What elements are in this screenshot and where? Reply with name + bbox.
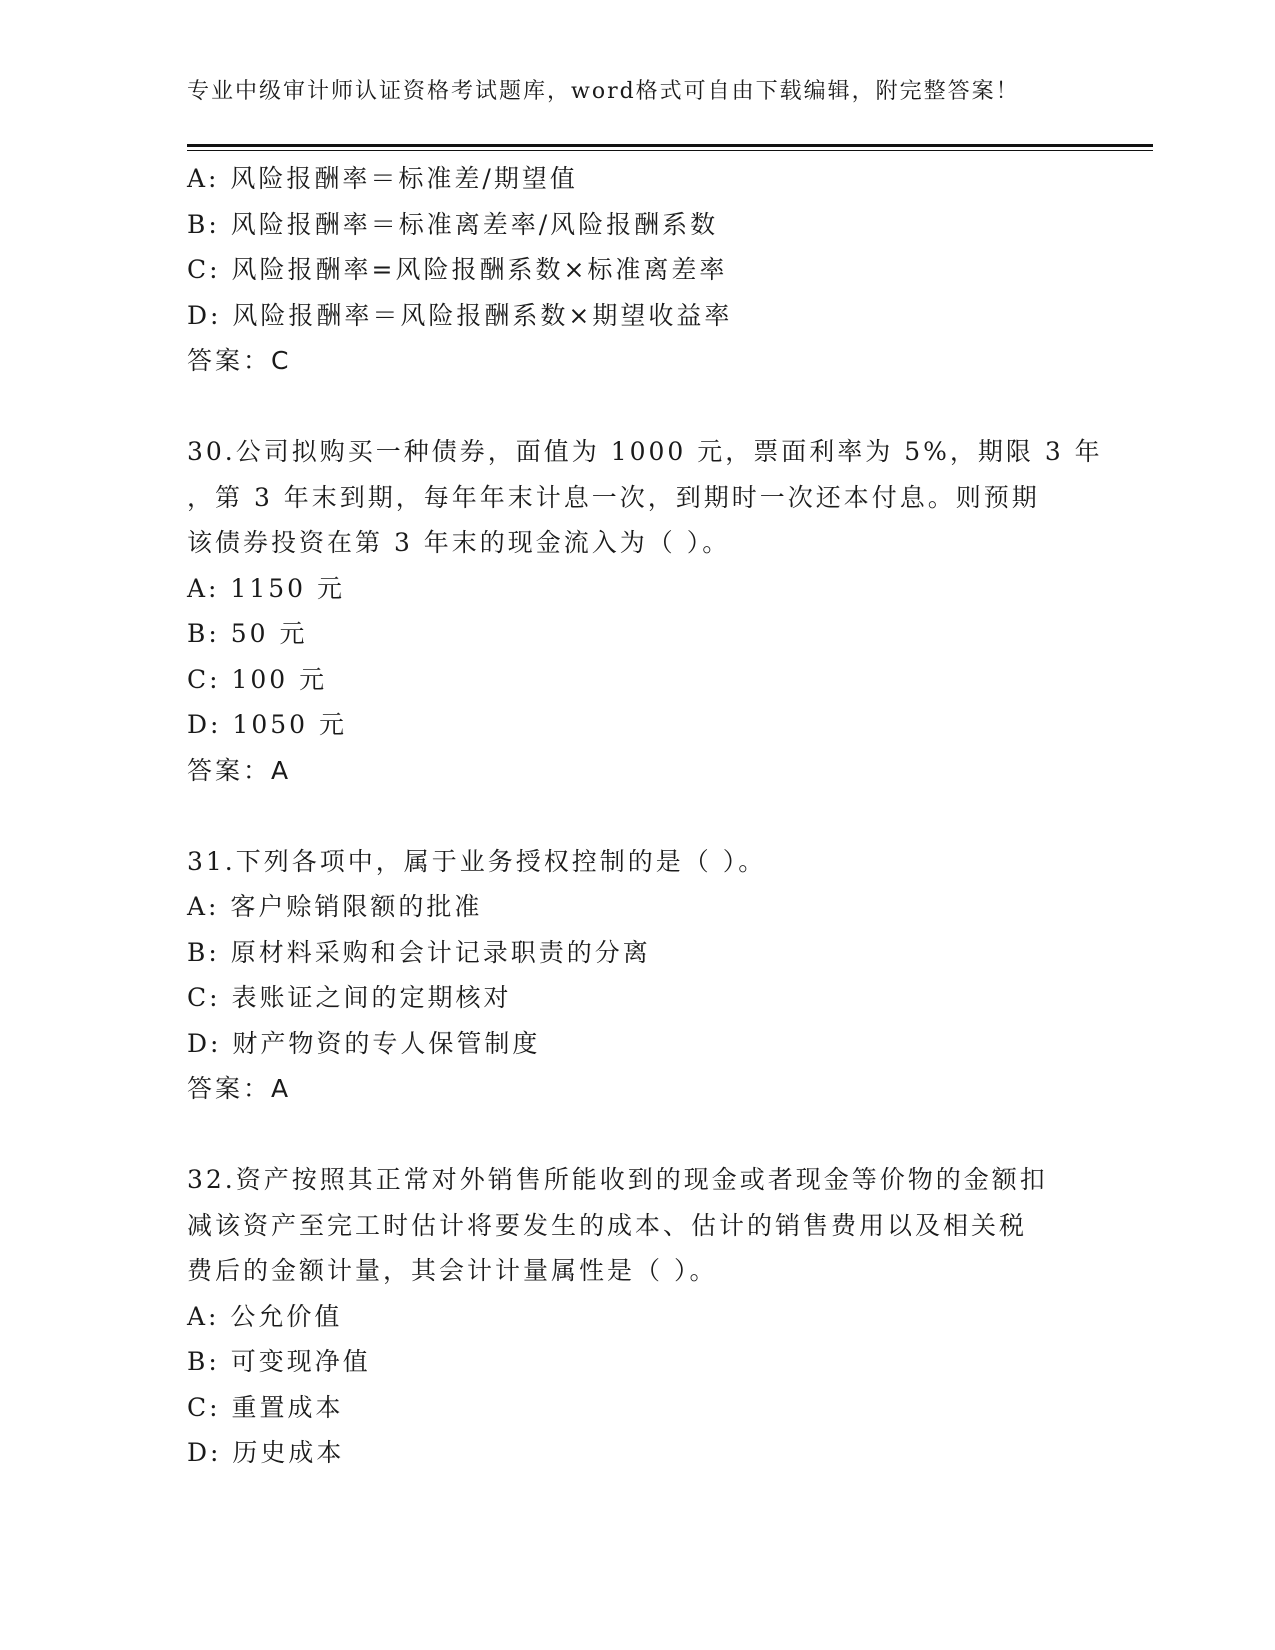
page-header: 专业中级审计师认证资格考试题库，word格式可自由下载编辑，附完整答案！ bbox=[187, 79, 1020, 104]
option-c: C: 100 元 bbox=[187, 664, 328, 694]
stem-line: 30.公司拟购买一种债券，面值为 1000 元，票面利率为 5%，期限 3 年 bbox=[187, 437, 1103, 466]
question-32 bbox=[187, 1157, 1087, 1476]
question-stem bbox=[187, 839, 1087, 885]
spacer bbox=[187, 384, 1087, 430]
option-a: A: 客户赊销限额的批准 bbox=[187, 892, 483, 921]
answer: 答案：C bbox=[187, 346, 292, 375]
question-31 bbox=[187, 839, 1087, 1112]
option-d: D: 1050 元 bbox=[187, 710, 347, 739]
question-stem bbox=[187, 1157, 1087, 1294]
option-b: B: 风险报酬率＝标准离差率/风险报酬系数 bbox=[187, 209, 719, 239]
option-d: D: 历史成本 bbox=[187, 1438, 345, 1467]
answer: 答案：A bbox=[187, 755, 292, 785]
answer: 答案：A bbox=[187, 1074, 292, 1103]
question-29 bbox=[187, 156, 1087, 384]
stem-line: 31.下列各项中，属于业务授权控制的是（ ）。 bbox=[187, 846, 767, 876]
header-divider bbox=[187, 144, 1153, 147]
question-30 bbox=[187, 429, 1103, 793]
option-c: C: 重置成本 bbox=[187, 1392, 344, 1422]
stem-line: ，第 3 年末到期，每年年末计息一次，到期时一次还本付息。则预期 bbox=[187, 482, 1040, 512]
stem-line: 减该资产至完工时估计将要发生的成本、估计的销售费用以及相关税 bbox=[187, 1210, 1028, 1240]
option-a: A: 1150 元 bbox=[187, 573, 345, 603]
stem-line: 该债券投资在第 3 年末的现金流入为（ ）。 bbox=[187, 528, 731, 557]
spacer bbox=[187, 1112, 1087, 1158]
option-b: B: 原材料采购和会计记录职责的分离 bbox=[187, 937, 651, 967]
question-stem bbox=[187, 429, 1103, 566]
option-a: A: 风险报酬率＝标准差/期望值 bbox=[187, 164, 578, 193]
option-b: B: 可变现净值 bbox=[187, 1347, 371, 1376]
stem-line: 32.资产按照其正常对外销售所能收到的现金或者现金等价物的金额扣 bbox=[187, 1165, 1048, 1194]
spacer bbox=[187, 793, 1087, 839]
option-d: D: 财产物资的专人保管制度 bbox=[187, 1028, 541, 1058]
option-c: C: 风险报酬率=风险报酬系数×标准离差率 bbox=[187, 255, 728, 284]
document-body bbox=[187, 156, 1103, 1476]
stem-line: 费后的金额计量，其会计计量属性是（ ）。 bbox=[187, 1256, 718, 1285]
option-a: A: 公允价值 bbox=[187, 1301, 343, 1331]
option-b: B: 50 元 bbox=[187, 619, 308, 648]
option-d: D: 风险报酬率＝风险报酬系数×期望收益率 bbox=[187, 300, 733, 330]
option-c: C: 表账证之间的定期核对 bbox=[187, 983, 512, 1012]
header-divider-thin bbox=[187, 150, 1153, 151]
